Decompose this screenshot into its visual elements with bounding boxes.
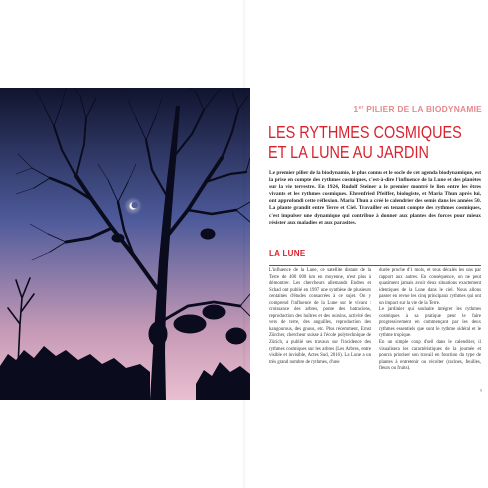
kicker-text: PILIER DE LA BIODYNAMIE (366, 104, 482, 114)
kicker-ordinal: er (358, 105, 364, 111)
section-heading-la-lune: LA LUNE (269, 249, 481, 266)
body-paragraph: En un simple coup d'œil dans le calendrier, il visualisera les caractéristiques de la journée et pourra prioriser son travail en fonction du type de plantes à entretenir ou récolter (racines, feuilles, fleurs ou fruits). (379, 340, 481, 372)
body-column-right (379, 268, 481, 373)
tree-moon-photo (0, 88, 250, 400)
body-paragraph: L'influence de la Lune, ce satellite distant de la Terre de 400 000 km en moyenne, n'est plus à démontrer. Les chercheurs allemands Endres et Schad ont publié en 1997 une synthèse de plusieurs centaines d'études consacrées à ce sujet. On y comprend l'influence de la Lune sur le vivant : croissance des arbres, ponte des batraciens, reproduction des huîtres et des oursins, activité des vers de terre, des anguilles, reproduction des kangourous, des gnous, etc. Plus récemment, Ernst Zürcher, chercheur suisse à l'école polytechnique de Zürich, a publié ses travaux sur l'incidence des rythmes cosmiques sur les arbres (Les Arbres, entre visible et invisible, Actes Sud, 2016). La Lune a un très grand nombre de rythmes, d'une (269, 268, 371, 365)
title-line-1: LES RYTHMES COSMIQUES (268, 122, 462, 142)
body-paragraph: Le jardinier qui souhaite intégrer les rythmes cosmiques à sa pratique peut le faire progressivement en commençant par les deux rythmes essentiels que sont le rythme sidéral et le rythme tropique. (379, 307, 481, 339)
page-gutter (243, 0, 249, 488)
body-paragraph: durée proche d'1 mois, et tous décalés les uns par rapport aux autres. En conséquence, on ne peut quasiment jamais avoir deux situations exactement identiques de la Lune dans le ciel. Nous allons passer en revue les cinq principaux rythmes qui ont un impact sur la vie de la Terre. (379, 268, 481, 306)
tree-silhouette-illustration (0, 88, 250, 400)
title-line-2: ET LA LUNE AU JARDIN (268, 142, 429, 162)
intro-paragraph: Le premier pilier de la biodynamie, le plus connu et le socle de cet agenda biodynamique, est la prise en compte des rythmes cosmiques, c'est-à-dire l'influence de la Lune et des planètes sur la vie terrestre. En 1924, Rudolf Steiner a le premier montré le lien entre les êtres vivants et les rythmes cosmiques. Ehrenfried Pfeiffer, biologiste, et Maria Thun après lui, ont approfondi cette réflexion. Maria Thun a créé le calendrier des semis dans les années 50. La plante grandit entre Terre et Ciel. Travailler en tenant compte des rythmes cosmiques, c'est impulser une dynamique qui contribue à donner aux plantes des forces pour mieux résister aux maladies et aux parasites. (269, 170, 481, 226)
kicker-number: 1 (353, 104, 359, 114)
body-column-left (269, 268, 371, 366)
page-title (268, 122, 462, 162)
page-number: 9 (480, 388, 482, 393)
section-kicker (267, 104, 482, 114)
